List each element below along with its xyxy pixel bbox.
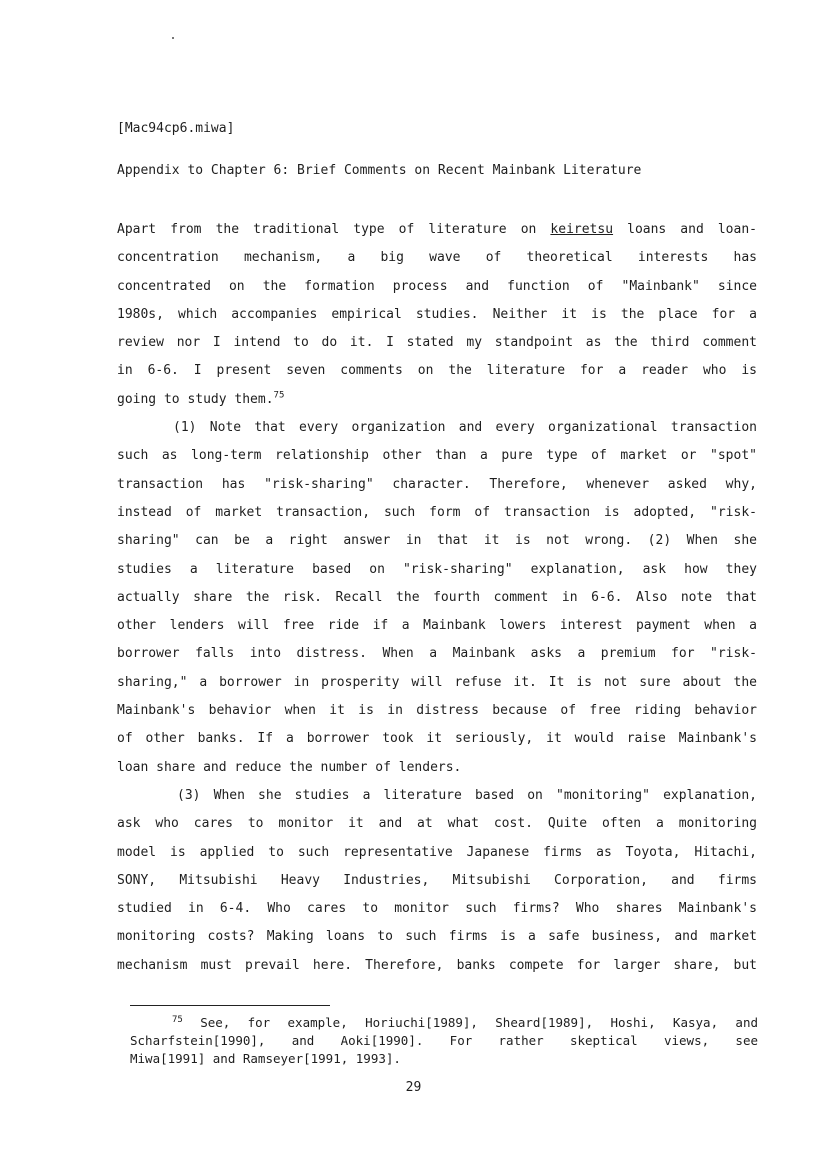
body-line: concentrated on the formation process and function of "Mainbank" since xyxy=(117,278,757,294)
body-line: sharing" can be a right answer in that it is not wrong. (2) When she xyxy=(117,533,757,549)
body-line: loan share and reduce the number of lenders. xyxy=(117,759,462,775)
body-line: SONY, Mitsubishi Heavy Industries, Mitsubishi Corporation, and firms xyxy=(117,872,757,888)
body-line: review nor I intend to do it. I stated my standpoint as the third comment xyxy=(117,335,757,351)
body-line xyxy=(117,386,757,414)
body-line: transaction has "risk-sharing" character. Therefore, whenever asked why, xyxy=(117,476,757,492)
footnote-line xyxy=(130,1014,758,1032)
footnote-line: Scharfstein[1990], and Aoki[1990]. For rather skeptical views, see xyxy=(130,1033,758,1048)
body-line: of other banks. If a borrower took it seriously, it would raise Mainbank's xyxy=(117,731,757,747)
footnote-reference[interactable]: 75 xyxy=(273,390,285,401)
body-line: other lenders will free ride if a Mainbank lowers interest payment when a xyxy=(117,618,757,634)
body-line xyxy=(117,216,757,244)
body-line: mechanism must prevail here. Therefore, banks compete for larger share, but xyxy=(117,957,757,973)
body-line: (3) When she studies a literature based on "monitoring" explanation, xyxy=(177,787,757,803)
body-line: ask who cares to monitor it and at what cost. Quite often a monitoring xyxy=(117,816,757,832)
body-line: studied in 6-4. Who cares to monitor such firms? Who shares Mainbank's xyxy=(117,901,757,917)
body-text xyxy=(117,216,757,980)
body-line: 1980s, which accompanies empirical studies. Neither it is the place for a xyxy=(117,306,757,322)
page-number: 29 xyxy=(405,1080,422,1095)
text-segment: loans and loan- xyxy=(613,222,757,237)
body-line: studies a literature based on "risk-sharing" explanation, ask how they xyxy=(117,561,757,577)
footnote-line: Miwa[1991] and Ramseyer[1991, 1993]. xyxy=(130,1051,401,1066)
body-line: actually share the risk. Recall the fourth comment in 6-6. Also note that xyxy=(117,589,757,605)
footnote-marker: 75 xyxy=(172,1014,183,1025)
chapter-title: Appendix to Chapter 6: Brief Comments on Recent Mainbank Literature xyxy=(117,163,642,178)
body-line: in 6-6. I present seven comments on the literature for a reader who is xyxy=(117,363,757,379)
keiretsu-term: keiretsu xyxy=(550,222,614,237)
body-line: monitoring costs? Making loans to such firms is a safe business, and market xyxy=(117,929,757,945)
file-tag: [Mac94cp6.miwa] xyxy=(117,121,235,136)
text-segment: Apart from the traditional type of literature on xyxy=(117,222,551,237)
body-line: borrower falls into distress. When a Mainbank asks a premium for "risk- xyxy=(117,646,757,662)
body-line: such as long-term relationship other than a pure type of market or "spot" xyxy=(117,448,757,464)
footnote xyxy=(130,1014,758,1068)
text-segment: See, for example, Horiuchi[1989], Sheard[1989], Hoshi, Kasya, and xyxy=(200,1015,759,1030)
body-line: concentration mechanism, a big wave of theoretical interests has xyxy=(117,250,757,266)
text-segment: going to study them. xyxy=(117,391,274,407)
footnote-divider xyxy=(130,1005,330,1006)
body-line: sharing," a borrower in prosperity will refuse it. It is not sure about the xyxy=(117,674,757,690)
body-line: model is applied to such representative Japanese firms as Toyota, Hitachi, xyxy=(117,844,757,860)
body-line: Mainbank's behavior when it is in distress because of free riding behavior xyxy=(117,703,757,719)
body-line: instead of market transaction, such form of transaction is adopted, "risk- xyxy=(117,504,757,520)
scan-speck xyxy=(172,37,174,39)
body-line: (1) Note that every organization and every organizational transaction xyxy=(173,420,757,436)
